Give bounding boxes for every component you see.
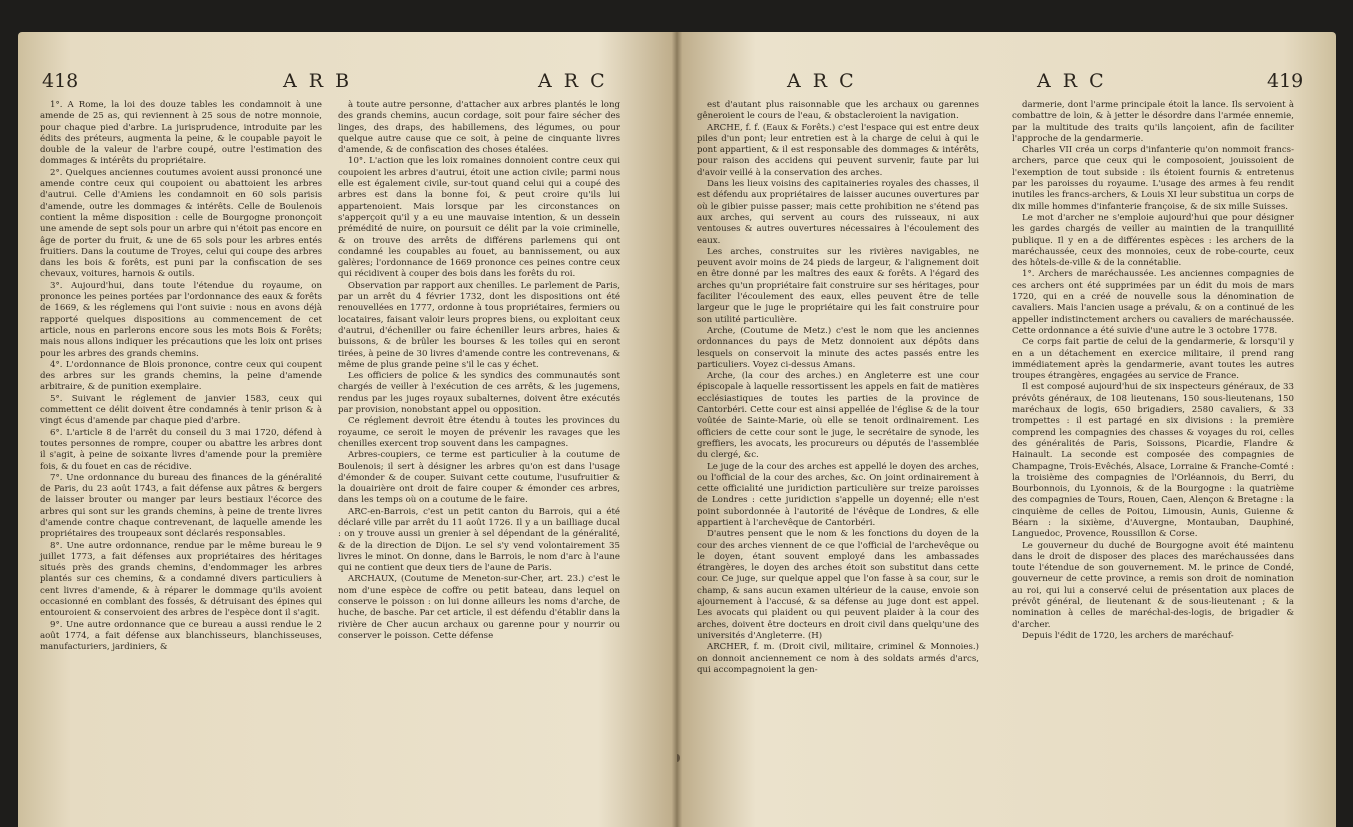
right-page-column-2 [1012,100,1294,642]
right-page-column-1 [697,100,979,676]
paragraph: 10°. L'action que les loix romaines donnoient contre ceux qui coupoient les arbres d'autrui, étoit une action civile; parmi nous elle est également civile, sur-tout quand celui qui a coupé des arbres est dans la bonne foi, & peut croire qu'ils lui appartenoient. Mais lorsque par les circonstances on s'apperçoit qu'il y a eu une mauvaise intention, & un dessein prémédité de nuire, on poursuit ce délit par la voie criminelle, & on trouve des arrêts de différens parlemens qui ont condamné les coupables au fouet, au bannissement, ou aux galères; l'ordonnance de 1669 prononce ces peines contre ceux qui récidivent à couper des bois dans les forêts du roi. [338,156,620,280]
paragraph: ARCHE, f. f. (Eaux & Forêts.) c'est l'espace qui est entre deux piles d'un pont; leur entretien est à la charge de celui à qui le pont appartient, & il est responsable des dommages & intérêts, pour raison des accidens qui peuvent survenir, faute par lui d'avoir veillé à la conservation des arches. [697,122,979,178]
paragraph: 2°. Quelques anciennes coutumes avoient aussi prononcé une amende contre ceux qui coupoient ou abattoient les arbres d'autrui. Celle d'Amiens les condamnoit en 60 sols parisis d'amende, outre les dommages & intérêts. Celle de Boulenois contient la même disposition : celle de Bourgogne prononçoit une amende de sept sols pour un arbre qui n'étoit pas encore en âge de porter du fruit, & une de 65 sols pour les arbres entés fruitiers. Dans la coutume de Troyes, celui qui coupe des arbres dans les bois & forêts, est puni par la confiscation de ses chevaux, voitures, harnois & outils. [40,167,322,280]
running-head-left: A R B [283,70,353,92]
paragraph: D'autres pensent que le nom & les fonctions du doyen de la cour des arches viennent de ce que l'official de l'archevêque ou le doyen, étant souvent employé dans les ambassades étrangères, le doyen des arches étoit son substitut dans cette cour. Ce juge, sur quelque appel que l'on fasse à sa cour, sur le champ, & sans aucun examen ultérieur de la cause, envoie son ajournement à l'accusé, & sa défense au juge dont est appel. Les avocats qui plaident ou qui peuvent plaider à la cour des arches, doivent être docteurs en droit civil dans quelqu'une des universités d'Angleterre. (H) [697,529,979,641]
paragraph: darmerie, dont l'arme principale étoit la lance. Ils servoient à combattre de loin, & à jetter le désordre dans l'armée ennemie, par la multitude des traits qu'ils lançoient, afin de faciliter l'approche de la gendarmerie. [1012,100,1294,144]
paragraph: 1°. Archers de maréchaussée. Les anciennes compagnies de ces archers ont été supprimées par un édit du mois de mars 1720, qui en a créé de nouvelle sous la dénomination de cavaliers. Mais l'ancien usage a prévalu, & on a continué de les appeller indistinctement archers ou cavaliers de maréchaussée. Cette ordonnance a été suivie d'une autre le 3 octobre 1778. [1012,269,1294,336]
paragraph: Depuis l'édit de 1720, les archers de maréchauf- [1022,630,1234,641]
paragraph: ARCHAUX, (Coutume de Meneton-sur-Cher, art. 23.) c'est le nom d'une espèce de coffre ou petit bateau, dans lequel on conserve le poisson : on lui donne ailleurs les noms d'arche, de huche, de basche. Par cet article, il est défendu d'établir dans la rivière de Cher aucun archaux ou garenne pour y nourrir ou conserver le poisson. Cette défense [338,574,620,641]
paragraph: Les arches, construites sur les rivières navigables, ne peuvent avoir moins de 24 pieds de largeur, & l'alignement doit en être donné par les maîtres des eaux & forêts. A l'égard des arches qu'un propriétaire fait construire sur ses héritages, pour faciliter l'écoulement des eaux, elles peuvent être de telle largeur que le juge le propriétaire qui les fait construire pour son utilité particulière. [697,246,979,325]
left-page [18,32,677,827]
paragraph: Le juge de la cour des arches est appellé le doyen des arches, ou l'official de la cour des arches, &c. On joint ordinairement à cette officialité une juridiction particulière sur treize paroisses de Londres : cette juridiction s'appelle un doyenné; elle n'est point subordonnée à l'autorité de l'évêque de Londres, & elle appartient à l'archevêque de Cantorbéri. [697,461,979,528]
paragraph: Arbres-coupiers, ce terme est particulier à la coutume de Boulenois; il sert à désigner les arbres qu'on est dans l'usage d'émonder & de couper. Suivant cette coutume, l'usufruitier & la douairière ont droit de faire couper & émonder ces arbres, dans les temps où on a coutume de le faire. [338,450,620,506]
paragraph: Ce corps fait partie de celui de la gendarmerie, & lorsqu'il y en a un détachement en exercice militaire, il prend rang immédiatement après la gendarmerie, avant toutes les autres troupes étrangères, engagées au service de France. [1012,337,1294,382]
paragraph: est d'autant plus raisonnable que les archaux ou garennes gêneroient le cours de l'eau, & obstacleroient la navigation. [697,100,979,122]
paragraph: 8°. Une autre ordonnance, rendue par le même bureau le 9 juillet 1773, a fait défenses aux propriétaires des héritages situés près des grands chemins, d'endommager les arbres plantés sur ces chemins, & a condamné divers particuliers à cent livres d'amende, & à réparer le dommage qu'ils avoient occasionné en comblant des fossés, & détruisant des épines qui entouroient & conservoient des arbres de l'espèce dont il s'agit. [40,540,322,619]
paragraph: ARC-en-Barrois, c'est un petit canton du Barrois, qui a été déclaré ville par arrêt du 11 août 1726. Il y a un bailliage ducal : on y trouve aussi un grenier à sel dépendant de la généralité, & de la direction de Dijon. Le sel s'y vend volontairement 35 livres le minot. On donne, dans le Barrois, le nom d'arc à l'aune qui ne contient que deux tiers de l'aune de Paris. [338,506,620,574]
paragraph: 1°. A Rome, la loi des douze tables les condamnoit à une amende de 25 as, qui reviennent à 25 sous de notre monnoie, pour chaque pied d'arbre. La jurisprudence, introduite par les édits des préteurs, augmenta la peine, & le coupable payoit le double de la valeur de l'arbre coupé, outre l'estimation des dommages & intérêts du propriétaire. [40,100,322,167]
paragraph: Dans les lieux voisins des capitaineries royales des chasses, il est défendu aux propriétaires de laisser aucunes ouvertures par où le gibier puisse passer; mais cette prohibition ne s'étend pas aux arches, qui servent au cours des ruisseaux, ni aux ventouses & autres ouvertures nécessaires à l'écoulement des eaux. [697,179,979,246]
paragraph: à toute autre personne, d'attacher aux arbres plantés le long des grands chemins, aucun cordage, soit pour faire sécher des linges, des draps, des habillemens, des légumes, ou pour quelque autre cause que ce soit, à peine de cinquante livres d'amende, & de confiscation des choses étalées. [338,100,620,156]
left-page-column-1 [40,100,322,654]
paragraph: Arche, (la cour des arches.) en Angleterre est une cour épiscopale à laquelle ressortissent les appels en fait de matières ecclésiastiques de toutes les parties de la province de Cantorbéri. Cette cour est ainsi appellée de l'église & de la tour voûtée de Sainte-Marie, où elle se tenoit ordinairement. Les officiers de cette cour sont le juge, le secrétaire de synode, les greffiers, les avocats, les procureurs ou députés de l'assemblée du clergé, &c. [697,371,979,461]
paper-blemish [677,754,680,762]
book-spread [18,32,1336,827]
running-head-right-col1: A R C [787,70,857,92]
paragraph: Il est composé aujourd'hui de six inspecteurs généraux, de 33 prévôts généraux, de 108 lieutenans, 150 sous-lieutenans, 150 maréchaux de logis, 650 brigadiers, 2580 cavaliers, & 33 trompettes : il est partagé en six divisions : la première comprend les compagnies des chasses & voyages du roi, celles des généralités de Paris, Soissons, Picardie, Flandre & Hainault. La seconde est composée des compagnies de Champagne, Trois-Evêchés, Alsace, Lorraine & Franche-Comté : la troisième des compagnies de l'Orléannois, du Berri, du Bourbonnois, du Lyonnois, & de la Bourgogne : la quatrième des compagnies de Tours, Rouen, Caen, Alençon & Bretagne : la cinquième de celles de Poitou, Limousin, Aunis, Guienne & Béarn : la sixième, d'Auvergne, Montauban, Dauphiné, Languedoc, Provence, Roussillon & Corse. [1012,382,1294,540]
paragraph: Arche, (Coutume de Metz.) c'est le nom que les anciennes ordonnances du pays de Metz donnoient aux dépôts dans lesquels on conservoit la minute des actes passés entre les particuliers. Voyez ci-dessus Amans. [697,325,979,370]
paragraph: 5°. Suivant le réglement de janvier 1583, ceux qui commettent ce délit doivent être condamnés à tenir prison & à vingt écus d'amende par chaque pied d'arbre. [40,393,322,427]
paragraph: 3°. Aujourd'hui, dans toute l'étendue du royaume, on prononce les peines portées par l'ordonnance des eaux & forêts de 1669, & les réglemens qui l'ont suivie : nous en avons déjà rapporté quelques dispositions au commencement de cet article, nous en parlerons encore sous les mots Bois & Forêts; mais nous allons indiquer les précautions que les loix ont prises pour les arbres des grands chemins. [40,280,322,359]
paragraph: Les officiers de police & les syndics des communautés sont chargés de veiller à l'exécution de ces arrêts, & les jugemens, rendus par les juges royaux subalternes, doivent être exécutés par provision, nonobstant appel ou opposition. [338,371,620,416]
paragraph: 4°. L'ordonnance de Blois prononce, contre ceux qui coupent des arbres sur les grands chemins, la peine d'amende arbitraire, & de punition exemplaire. [40,359,322,393]
paragraph: ARCHER, f. m. (Droit civil, militaire, criminel & Monnoies.) on donnoit anciennement ce nom à des soldats armés d'arcs, qui accompagnoient la gen- [697,642,979,675]
paragraph: Ce réglement devroit être étendu à toutes les provinces du royaume, ce seroit le moyen de prévenir les ravages que les chenilles exercent trop souvent dans les campagnes. [338,416,620,449]
paragraph: Le mot d'archer ne s'emploie aujourd'hui que pour désigner les gardes chargés de veiller au maintien de la tranquillité publique. Il y en a de différentes espèces : les archers de la maréchaussée, ceux des monnoies, ceux de robe-courte, ceux des hôtels-de-ville & de la connétablie. [1012,212,1294,269]
page-number-right: 419 [1267,70,1304,92]
paragraph: Observation par rapport aux chenilles. Le parlement de Paris, par un arrêt du 4 février 1732, dont les dispositions ont été renouvellées en 1777, ordonne à tous propriétaires, fermiers ou locataires, faisant valoir leurs propres biens, ou exploitant ceux d'autrui, d'écheniller ou faire écheniller leurs arbres, haies & buissons, & de brûler les bourses & les toiles qui en seront tirées, à peine de 30 livres d'amende contre les contrevenans, & même de plus grande peine s'il le cas y échet. [338,280,620,370]
running-head-left-col2: A R C [538,70,608,92]
right-page [677,32,1336,827]
paragraph: 7°. Une ordonnance du bureau des finances de la généralité de Paris, du 23 août 1743, a fait défense aux pâtres & bergers de laisser brouter ou manger par leurs bestiaux l'écorce des arbres qui sont sur les grands chemins, à peine de trente livres d'amende contre chaque contrevenant, de laquelle amende les propriétaires des troupeaux sont déclarés responsables. [40,472,322,540]
page-number-left: 418 [42,70,79,92]
paragraph: Le gouverneur du duché de Bourgogne avoit été maintenu dans le droit de disposer des places des maréchaussées dans toute l'étendue de son gouvernement. M. le prince de Condé, gouverneur de cette province, a remis son droit de nomination au roi, qui lui a conservé celui de présentation aux places de prévôt général, de lieutenant & de sous-lieutenant ; & la nomination à celles de maréchal-des-logis, de brigadier & d'archer. [1012,540,1294,630]
left-page-column-2 [338,100,620,642]
paragraph: Charles VII créa un corps d'infanterie qu'on nommoit francs-archers, parce que ceux qui le composoient, jouissoient de l'exemption de tout subside : ils étoient fournis & entretenus par les paroisses du royaume. L'usage des armes à feu rendit inutiles les francs-archers, & Louis XI leur substitua un corps de dix mille hommes d'infanterie françoise, & de six mille Suisses. [1012,145,1294,212]
running-head-right: A R C [1037,70,1107,92]
paragraph: 6°. L'article 8 de l'arrêt du conseil du 3 mai 1720, défend à toutes personnes de rompre, couper ou abattre les arbres dont il s'agit, à peine de soixante livres d'amende pour la première fois, & du fouet en cas de récidive. [40,427,322,472]
paragraph: 9°. Une autre ordonnance que ce bureau a aussi rendue le 2 août 1774, a fait défense aux blanchisseurs, blanchisseuses, manufacturiers, jardiniers, & [40,619,322,653]
